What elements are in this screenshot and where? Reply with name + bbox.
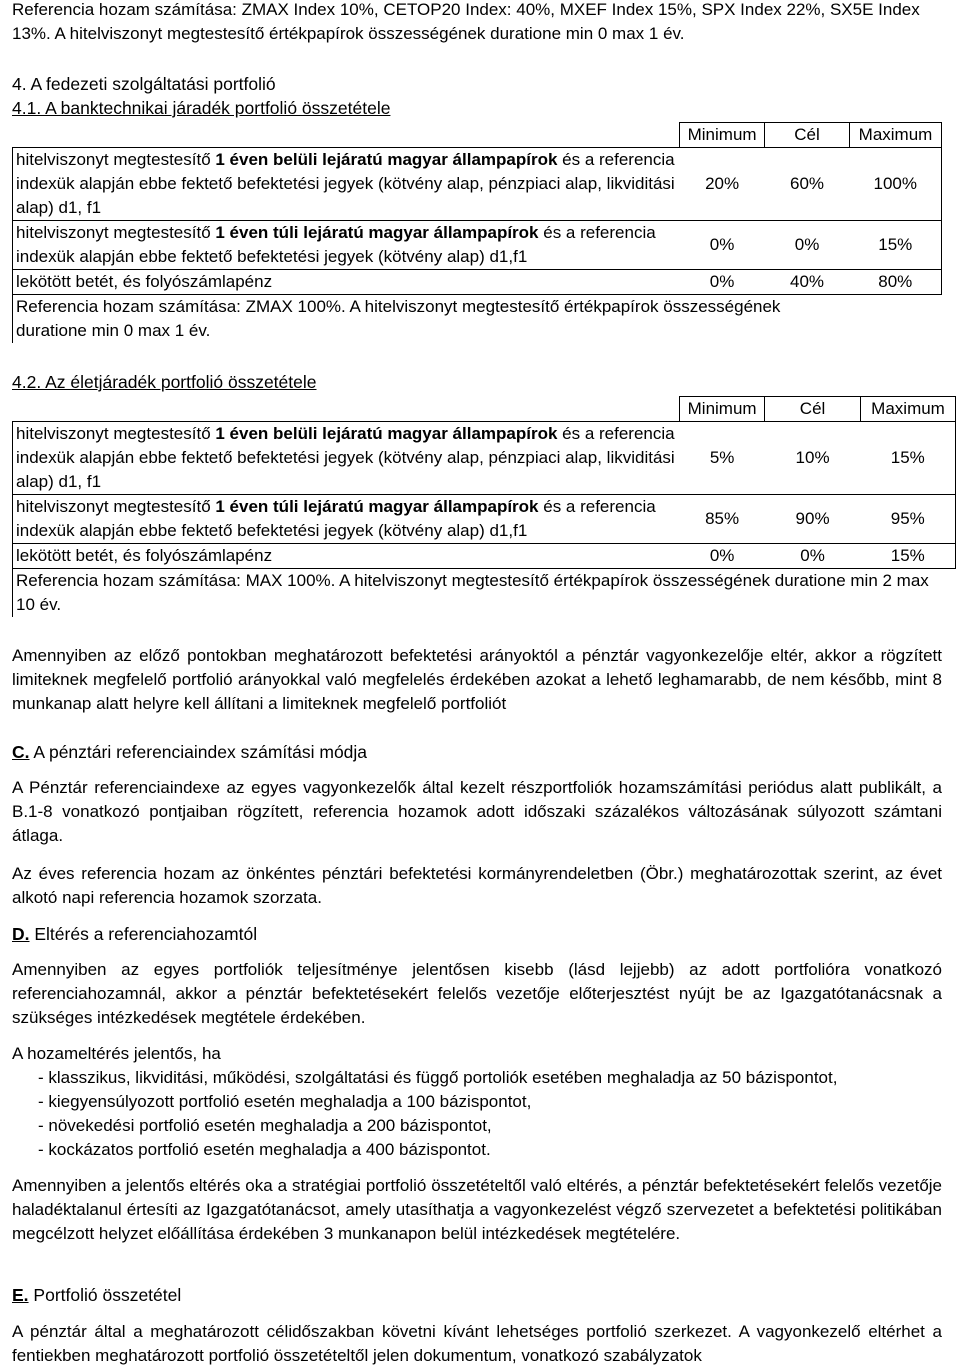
paragraph-d-2: A hozameltérés jelentős, ha — [12, 1044, 221, 1063]
table-row — [13, 148, 942, 221]
row-cel: 0% — [765, 221, 850, 270]
header-max: Maximum — [861, 397, 956, 422]
threshold-list — [12, 1066, 960, 1162]
row-desc: lekötött betét, és folyószámlapénz — [13, 544, 680, 569]
header-cel: Cél — [765, 397, 861, 422]
row-min: 0% — [680, 270, 765, 295]
section-4-2-title: 4.2. Az életjáradék portfolió összetétele — [12, 372, 317, 392]
paragraph-rebalance: Amennyiben az előző pontokban meghatározott befektetési arányoktól a pénztár vagyonkezelője eltér, akkor a rögzített limiteknek megfelelő portfolió arányokkal való megfelelés érdekében azokat a lehető leghamarabb, de nem később, mint 8 munkanap alatt helyre kell állítani a limiteknek megfelelő portfoliót — [12, 646, 942, 713]
paragraph-c-2: Az éves referencia hozam az önkéntes pénztári befektetési kormányrendeletben (Öbr.) meghatározottak szerint, az évet alkotó napi referencia hozamok szorzata. — [12, 864, 942, 907]
row-desc: lekötött betét, és folyószámlapénz — [13, 270, 680, 295]
row-min: 0% — [680, 221, 765, 270]
table-corner — [13, 123, 680, 148]
row-cel: 10% — [765, 422, 861, 495]
row-desc: hitelviszonyt megtestesítő 1 éven belüli lejáratú magyar állampapírok és a referencia indexük alapján ebbe fektető befektetési jegyek (kötvény alap, pénzpiaci alap, likviditási alap) d1, f1 — [13, 148, 680, 221]
section-4-1-title: 4.1. A banktechnikai járadék portfolió összetétele — [12, 98, 391, 118]
paragraph-e-1: A pénztár által a meghatározott célidőszakban követni kívánt lehetséges portfolió szerkezet. A vagyonkezelő eltérhet a fentiekben meghatározott portfolió összetételtől jelen dokumentum, vonatkozó szabályzatok — [12, 1322, 942, 1365]
table-row — [13, 221, 942, 270]
intro-text: Referencia hozam számítása: ZMAX Index 10%, CETOP20 Index: 40%, MXEF Index 15%, SPX Index 22%, SX5E Index 13%. A hitelviszonyt megtestesítő értékpapírok összességének duratione min 0 max 1 év. — [12, 0, 920, 43]
table-row — [13, 544, 956, 569]
paragraph-d-3: Amennyiben a jelentős eltérés oka a stratégiai portfolió összetételtől való eltérés, a pénztár befektetésekért felelős vezetője haladéktalanul értesíti az Igazgatótanácsot, amely utasíthatja a vagyonkezelést végző szervezetet a befektetési politikában megcélzott helyzet előállítása érdekében 3 munkanapon belül intézkedések megtételére. — [12, 1176, 942, 1243]
list-item: - növekedési portfolió esetén meghaladja a 200 bázispontot, — [38, 1114, 960, 1138]
row-max: 95% — [861, 495, 956, 544]
table-corner — [13, 397, 680, 422]
header-cel: Cél — [765, 123, 850, 148]
table-footer-note: Referencia hozam számítása: ZMAX 100%. A hitelviszonyt megtestesítő értékpapírok összességének duratione min 0 max 1 év. — [13, 295, 942, 344]
list-item: - klasszikus, likviditási, működési, szolgáltatási és függő portoliók esetében meghaladja az 50 bázispontot, — [38, 1066, 960, 1090]
row-min: 85% — [680, 495, 765, 544]
allocation-table-4-1 — [12, 122, 942, 343]
table-row — [13, 495, 956, 544]
section-d-title: D. Eltérés a referenciahozamtól — [12, 924, 258, 944]
row-cel: 40% — [765, 270, 850, 295]
row-max: 15% — [861, 422, 956, 495]
list-item: - kiegyensúlyozott portfolió esetén meghaladja a 100 bázispontot, — [38, 1090, 960, 1114]
row-cel: 60% — [765, 148, 850, 221]
row-max: 15% — [850, 221, 942, 270]
table-footer-note: Referencia hozam számítása: MAX 100%. A hitelviszonyt megtestesítő értékpapírok összességének duratione min 2 max 10 év. — [13, 569, 956, 618]
table-row — [13, 422, 956, 495]
row-desc: hitelviszonyt megtestesítő 1 éven túli lejáratú magyar állampapírok és a referencia indexük alapján ebbe fektető befektetési jegyek (kötvény alap) d1,f1 — [13, 221, 680, 270]
section-c-title: C. A pénztári referenciaindex számítási módja — [12, 742, 368, 762]
row-min: 20% — [680, 148, 765, 221]
row-min: 0% — [680, 544, 765, 569]
paragraph-c-1: A Pénztár referenciaindexe az egyes vagyonkezelők által kezelt részportfoliók hozamszámítási periódus alatt publikált, a B.1-8 vonatkozó pontjaiban rögzített, referencia hozamok adott időszaki százalékos változásának súlyozott számtani átlaga. — [12, 778, 942, 845]
row-max: 100% — [850, 148, 942, 221]
list-item: - kockázatos portfolió esetén meghaladja a 400 bázispontot. — [38, 1138, 960, 1162]
header-min: Minimum — [680, 123, 765, 148]
allocation-table-4-2 — [12, 396, 956, 617]
paragraph-d-1: Amennyiben az egyes portfoliók teljesítménye jelentősen kisebb (lásd lejjebb) az adott portfolióra vonatkozó referenciahozamnál, akkor a pénztár befektetésekért felelős vezetője előterjesztést nyújt be az Igazgatótanácsnak a szükséges intézkedések megtétele érdekében. — [12, 960, 942, 1027]
section-4-title: 4. A fedezeti szolgáltatási portfolió — [12, 74, 276, 94]
row-max: 80% — [850, 270, 942, 295]
row-cel: 90% — [765, 495, 861, 544]
row-cel: 0% — [765, 544, 861, 569]
header-min: Minimum — [680, 397, 765, 422]
table-row — [13, 270, 942, 295]
section-e-title: E. Portfolió összetétel — [12, 1285, 182, 1305]
row-min: 5% — [680, 422, 765, 495]
header-max: Maximum — [850, 123, 942, 148]
row-desc: hitelviszonyt megtestesítő 1 éven belüli lejáratú magyar állampapírok és a referencia indexük alapján ebbe fektető befektetési jegyek (kötvény alap, pénzpiaci alap, likviditási alap) d1, f1 — [13, 422, 680, 495]
row-max: 15% — [861, 544, 956, 569]
row-desc: hitelviszonyt megtestesítő 1 éven túli lejáratú magyar állampapírok és a referencia indexük alapján ebbe fektető befektetési jegyek (kötvény alap) d1,f1 — [13, 495, 680, 544]
